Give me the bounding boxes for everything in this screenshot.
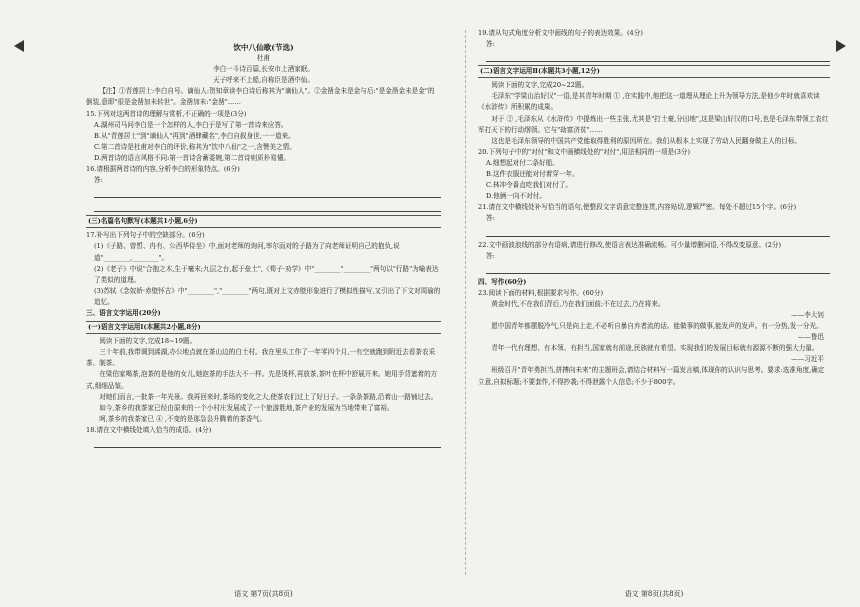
q15-option-d: D.两首诗的语言风格不同:第一首诗含蓄委婉,第二首诗则质朴易懂。 bbox=[94, 153, 291, 162]
answer-label: 答: bbox=[486, 214, 495, 223]
passage-paragraph: 三十年前,我带调到浠湖,办公地点就在茶山边的白土村。我在里头工作了一年零四个月,一有空就跑到附近去看茶农采茶、制茶。 bbox=[86, 348, 436, 368]
q20-option-d: D.他俩一向不对付。 bbox=[486, 192, 546, 201]
page-7 bbox=[86, 28, 441, 588]
quote-attribution: ——李大钊 bbox=[791, 310, 824, 319]
passage-paragraph: 对她们而言,一批茶一年光景。我再回来时,茶场的变化之大,使茶农们过上了好日子。一条条茶路,沿着山一路铺过去。 bbox=[99, 392, 438, 401]
question-21: 21.请在文中横线处补写恰当的语句,使整段文字语意完整连贯,内容贴切,逻辑严密。每处不超过15个字。(6分) bbox=[478, 203, 797, 212]
question-20: 20.下列句子中的"对付"和文中画横线处的"对付",用法相同的一项是(3分) bbox=[478, 147, 691, 156]
answer-label: 答: bbox=[486, 251, 495, 260]
page-8 bbox=[478, 28, 830, 588]
quote-attribution: ——鲁迅 bbox=[797, 333, 824, 342]
q17-item-3: (3)苏轼《念奴娇·赤壁怀古》中"________","________"两句,既对上文赤壁形象进行了模拟性描写,又引出了下文对周瑜的追忆。 bbox=[94, 286, 441, 306]
writing-task: 班级召开"青年勇担当,拼搏向未来"的主题班会,请结合材料写一篇发言稿,体现你的认识与思考。要求:选准角度,确定立意,自拟标题;不要套作,不得抄袭;不得泄露个人信息;不少于800字。 bbox=[478, 366, 825, 386]
question-17: 17.补写出下列句子中的空缺部分。(6分) bbox=[86, 231, 205, 240]
material-quote: 黄金时代,不在我们背后,乃在我们面前;不在过去,乃在将来。 bbox=[491, 299, 665, 308]
passage-paragraph: 呵,茶乡的我茶家已 ④ ,不变的是那袅袅升腾着的茶香气。 bbox=[99, 414, 266, 423]
binding-mark-right bbox=[836, 40, 846, 52]
question-15: 15.下列对这两首诗的理解与赏析,不正确的一项是(3分) bbox=[86, 109, 247, 118]
page-divider bbox=[465, 30, 466, 575]
material-quote: 愿中国青年都摆脱冷气,只是向上走,不必听自暴自弃者流的话。能做事的做事,能发声的发声。有一分热,发一分光。 bbox=[491, 322, 823, 331]
poem-note: 【注】①青莲居士:李白自号。谪仙人:贺知章读李白诗后称其为"谪仙人"。②金凿金未是金与后:"是金凿金未是金"的倒装,意即"很是金凿加未转世"。金凿加未:"金凿"…… bbox=[86, 87, 435, 107]
reading-instruction: 阅读下面的文字,完成18~19题。 bbox=[99, 337, 197, 346]
material-quote: 青年一代有理想、有本领、有担当,国家就有前途,民族就有希望。实现我们的发展目标就有源源不断的强大力量。 bbox=[491, 344, 819, 353]
poem-line-1: 李白一斗诗百篇,长安市上酒家眠。 bbox=[212, 65, 314, 74]
reading-instruction: 阅读下面的文字,完成20~22题。 bbox=[491, 81, 589, 90]
answer-label: 答: bbox=[486, 40, 495, 49]
answer-label: 答: bbox=[94, 176, 103, 185]
q17-item-1: (1)《子路、曾皙、冉有、公西华侍坐》中,面对老师的询问,率尔而对的子路为了向老师证明自己的抱负,说道"________,________"。 bbox=[94, 242, 400, 262]
page-footer-right: 语文 第8页(共8页) bbox=[624, 590, 684, 598]
q20-option-b: B.这件衣服还能对付着穿一年。 bbox=[486, 170, 579, 179]
passage-paragraph: 毛泽东"学梁山治好汉"一语,是其青年时期 ① ,在实践中,他把这一道理从理论上升为领导方法,是他少年时就喜欢读《水浒传》所积累的成果。 bbox=[478, 92, 820, 112]
poem-author: 杜甫 bbox=[256, 54, 271, 63]
question-22: 22.文中画波浪线的部分有语病,请进行修改,使语言表达准确流畅。可少量增删词语,不得改变原意。(2分) bbox=[478, 240, 782, 249]
passage-paragraph: 这也是毛泽东领导的中国共产党能取得胜利的原因所在。我们从根本上实现了劳动人民翻身做主人的目标。 bbox=[491, 136, 802, 145]
q15-option-c: C.第二首诗是杜甫对李白的评价,称其为"饮中八仙"之一,含赞美之情。 bbox=[94, 142, 296, 151]
part-header: 四、写作(60分) bbox=[478, 277, 527, 286]
answer-line[interactable] bbox=[486, 226, 830, 237]
q20-option-c: C.林冲令番直吃我们对付了。 bbox=[486, 181, 573, 190]
poem-line-2: 天子呼来不上船,自称臣是酒中仙。 bbox=[212, 76, 314, 85]
q15-option-a: A.湖州司马问李白是一个怎样的人,李白于是写了第一首诗来应答。 bbox=[94, 120, 288, 129]
question-18: 18.请在文中横线处填入恰当的成语。(4分) bbox=[86, 425, 212, 434]
passage-paragraph: 如今,茶乡的我茶家已经由原来的一个小村庄发展成了一个旅游胜地,茶产业的发展为当地带来了富裕。 bbox=[99, 403, 394, 412]
section-header: (一)语言文字运用Ⅰ(本题共2小题,8分) bbox=[86, 321, 441, 334]
page-footer-left: 语文 第7页(共8页) bbox=[234, 590, 293, 598]
section-header: (三)名篇名句默写(本题共1小题,6分) bbox=[86, 215, 441, 228]
quote-attribution: ——习近平 bbox=[791, 355, 824, 364]
question-23: 23.阅读下面的材料,根据要求写作。(60分) bbox=[478, 288, 604, 297]
answer-line[interactable] bbox=[94, 187, 441, 198]
section-header: (二)语言文字运用Ⅱ(本题共3小题,12分) bbox=[478, 65, 830, 78]
answer-line[interactable] bbox=[94, 437, 441, 448]
question-19: 19.请从句式角度分析文中画线的句子的表达效果。(4分) bbox=[478, 29, 643, 37]
q15-option-b: B.从"青莲居士"到"谪仙人"再到"酒肆藏名",李白自叙身世,一一道来。 bbox=[94, 131, 295, 140]
passage-paragraph: 在梁伯家喝茶,泡茶的是他的女儿,她泡茶的手法大不一样。先是烫杯,再放茶,茶叶在杯中舒展开来。她用手背遮着的方式,细细品鉴。 bbox=[86, 370, 438, 390]
passage-paragraph: 对于 ② ,毛泽东从《水浒传》中提炼出一些主张,尤其是"打土豪,分田地",这是梁山好汉的口号,也是毛泽东带领工农红军打天下的行动纲领。它与"劫富济贫"…… bbox=[478, 114, 829, 134]
question-16: 16.请根据两首诗的内容,分析李白的形象特点。(6分) bbox=[86, 165, 240, 174]
q17-item-2: (2)《老子》中说"合抱之木,生于毫末;九层之台,起于垒土",《荀子·劝学》中"________"________"两句以"行路"为喻表达了类似的道理。 bbox=[94, 264, 439, 284]
binding-mark-left bbox=[14, 40, 24, 52]
answer-line[interactable] bbox=[486, 51, 830, 62]
poem-title: 饮中八仙歌(节选) bbox=[233, 43, 294, 52]
q20-option-a: A.细想起对付二条好船。 bbox=[486, 158, 559, 167]
answer-line[interactable] bbox=[94, 201, 441, 212]
answer-line[interactable] bbox=[486, 263, 830, 274]
part-header: 三、语言文字运用(20分) bbox=[86, 308, 161, 317]
